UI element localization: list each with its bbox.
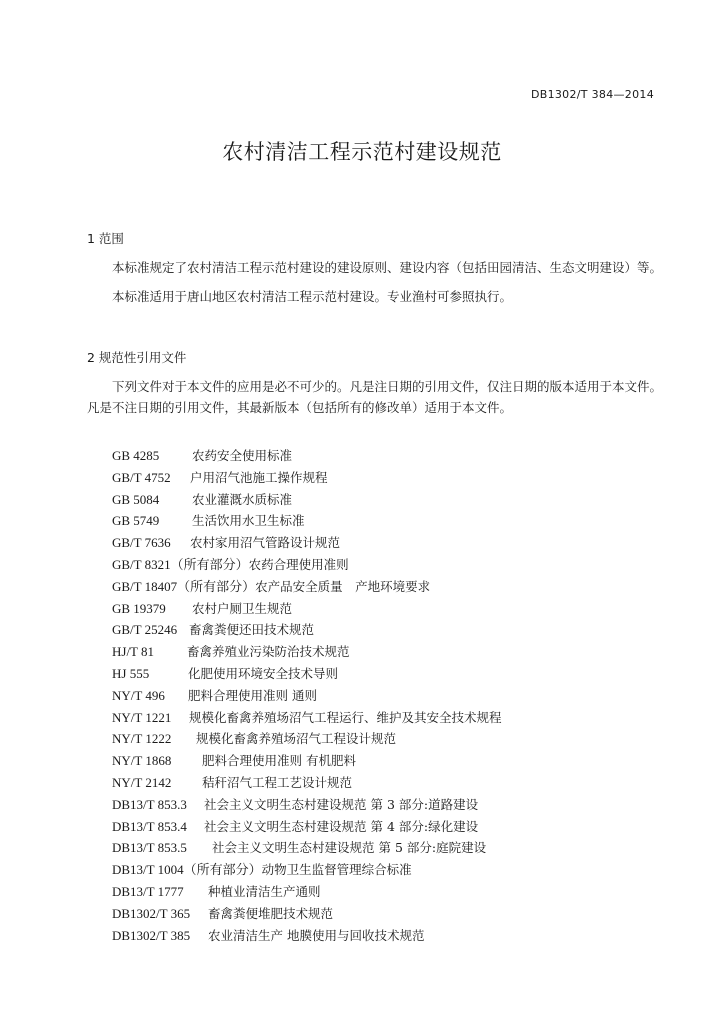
reference-item xyxy=(112,881,502,903)
reference-code: GB 19379 xyxy=(112,600,166,616)
reference-title: 农村户厕卫生规范 xyxy=(192,600,293,616)
reference-code: DB13/T 1004（所有部分） xyxy=(112,862,262,878)
reference-item xyxy=(112,663,502,685)
paragraph-scope-2 xyxy=(87,286,662,307)
reference-code: DB13/T 853.3 xyxy=(112,796,187,812)
reference-code: GB/T 7636 xyxy=(112,535,171,551)
reference-item xyxy=(112,816,502,838)
reference-item xyxy=(112,707,502,729)
reference-item xyxy=(112,772,502,794)
reference-code: GB/T 8321（所有部分） xyxy=(112,556,249,572)
reference-code: DB1302/T 385 xyxy=(112,927,191,943)
reference-title: 农产品安全质量 产地环境要求 xyxy=(255,578,431,594)
reference-code: DB1302/T 365 xyxy=(112,905,191,921)
reference-item xyxy=(112,837,502,859)
reference-title: 肥料合理使用准则 通则 xyxy=(188,687,317,703)
paragraph-text: 下列文件对于本文件的应用是必不可少的。凡是注日期的引用文件，仅注日期的版本适用于本文件。凡是不注日期的引用文件，其最新版本（包括所有的修改单）适用于本文件。 xyxy=(87,379,663,415)
reference-title: 化肥使用环境安全技术导则 xyxy=(188,665,339,681)
reference-item xyxy=(112,598,502,620)
reference-title: 农业灌溉水质标准 xyxy=(192,491,293,507)
section-heading-scope: 1 范围 xyxy=(87,231,124,246)
reference-item xyxy=(112,794,502,816)
reference-title: 种植业清洁生产通则 xyxy=(208,883,321,899)
paragraph-scope-1 xyxy=(87,257,662,278)
reference-code: NY/T 1222 xyxy=(112,731,172,747)
reference-item xyxy=(112,728,502,750)
reference-title: 社会主义文明生态村建设规范 第 3 部分:道路建设 xyxy=(204,796,479,812)
reference-item xyxy=(112,903,502,925)
paragraph-text: 本标准适用于唐山地区农村清洁工程示范村建设。专业渔村可参照执行。 xyxy=(112,289,513,304)
reference-list xyxy=(112,445,502,946)
reference-item xyxy=(112,554,502,576)
reference-title: 畜禽粪便还田技术规范 xyxy=(189,622,315,638)
reference-item xyxy=(112,641,502,663)
section-heading-normative-references: 2 规范性引用文件 xyxy=(87,350,187,365)
reference-item xyxy=(112,859,502,881)
reference-title: 农村家用沼气管路设计规范 xyxy=(190,535,341,551)
reference-item xyxy=(112,750,502,772)
reference-title: 规模化畜禽养殖场沼气工程运行、维护及其安全技术规程 xyxy=(189,709,502,725)
reference-item xyxy=(112,685,502,707)
reference-code: GB 5084 xyxy=(112,491,160,507)
reference-item xyxy=(112,619,502,641)
reference-title: 肥料合理使用准则 有机肥料 xyxy=(202,753,356,769)
reference-code: NY/T 1221 xyxy=(112,709,172,725)
reference-item xyxy=(112,467,502,489)
reference-title: 社会主义文明生态村建设规范 第 5 部分:庭院建设 xyxy=(212,840,487,856)
reference-code: GB 4285 xyxy=(112,448,160,463)
reference-item xyxy=(112,445,502,467)
reference-item xyxy=(112,532,502,554)
reference-title: 农药安全使用标准 xyxy=(192,448,293,463)
paragraph-text: 本标准规定了农村清洁工程示范村建设的建设原则、建设内容（包括田园清洁、生态文明建设）等。 xyxy=(112,260,663,275)
reference-code: HJ 555 xyxy=(112,665,150,681)
standard-code: DB1302/T 384—2014 xyxy=(530,88,654,101)
reference-code: GB/T 25246 xyxy=(112,622,178,638)
reference-title: 农业清洁生产 地膜使用与回收技术规范 xyxy=(208,927,425,943)
reference-code: DB13/T 853.5 xyxy=(112,840,187,856)
reference-title: 动物卫生监督管理综合标准 xyxy=(261,862,412,878)
reference-code: DB13/T 1777 xyxy=(112,883,184,899)
reference-item xyxy=(112,576,502,598)
document-title: 农村清洁工程示范村建设规范 xyxy=(222,140,502,164)
reference-code: GB/T 18407（所有部分） xyxy=(112,578,256,594)
reference-title: 农药合理使用准则 xyxy=(248,556,349,572)
reference-code: DB13/T 853.4 xyxy=(112,818,187,834)
reference-item xyxy=(112,510,502,532)
reference-code: GB/T 4752 xyxy=(112,469,171,485)
reference-item xyxy=(112,489,502,511)
reference-code: GB 5749 xyxy=(112,513,160,529)
reference-title: 规模化畜禽养殖场沼气工程设计规范 xyxy=(196,731,397,747)
reference-title: 畜禽粪便堆肥技术规范 xyxy=(208,905,334,921)
reference-title: 社会主义文明生态村建设规范 第 4 部分:绿化建设 xyxy=(204,818,479,834)
reference-title: 户用沼气池施工操作规程 xyxy=(190,469,328,485)
reference-code: NY/T 2142 xyxy=(112,774,172,790)
reference-code: NY/T 496 xyxy=(112,687,165,703)
reference-title: 秸秆沼气工程工艺设计规范 xyxy=(202,774,353,790)
reference-item xyxy=(112,925,502,947)
reference-title: 生活饮用水卫生标准 xyxy=(192,513,305,529)
reference-code: HJ/T 81 xyxy=(112,644,155,660)
paragraph-references-intro xyxy=(87,376,662,418)
reference-title: 畜禽养殖业污染防治技术规范 xyxy=(187,644,350,660)
reference-code: NY/T 1868 xyxy=(112,753,172,769)
